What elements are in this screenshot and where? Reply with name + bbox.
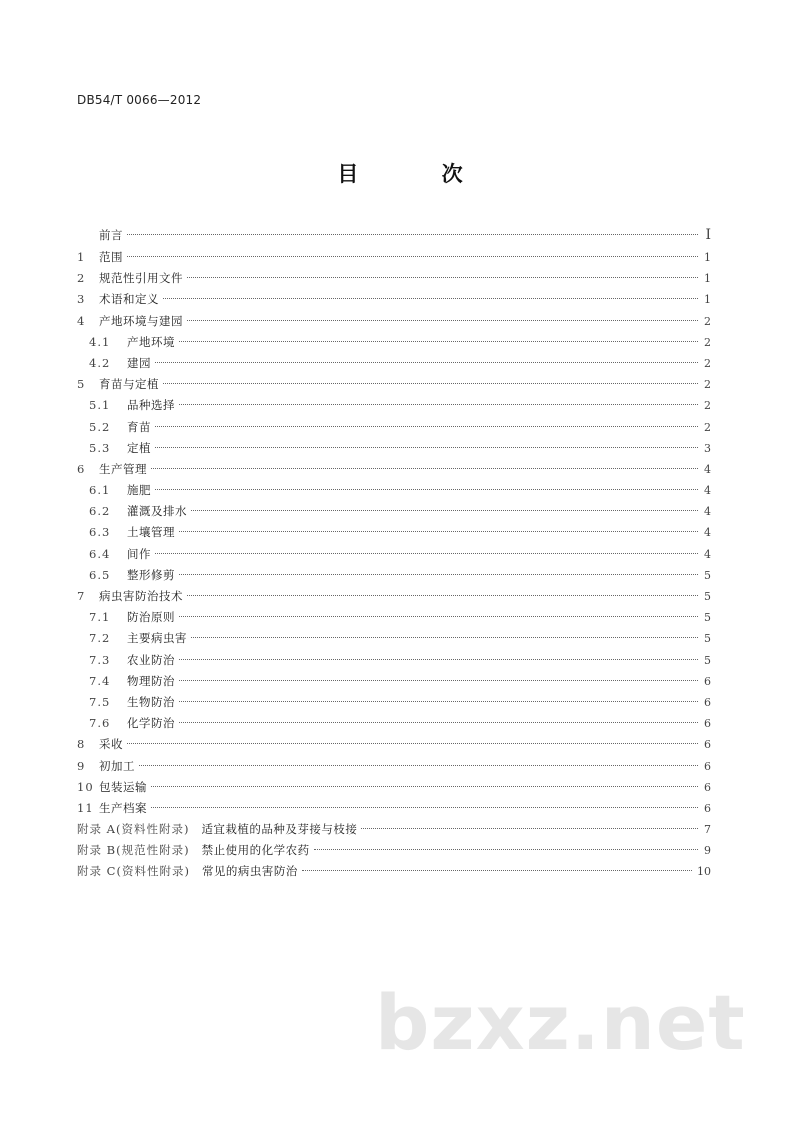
toc-entry-number: 1: [77, 250, 86, 264]
toc-entry-title: 育苗与定植: [99, 377, 159, 392]
toc-entry[interactable]: [77, 671, 711, 692]
toc-entry[interactable]: [77, 289, 711, 310]
standard-code: DB54/T 0066—2012: [77, 93, 202, 107]
toc-entry-page: 4: [704, 462, 711, 476]
dot-leader: [191, 510, 698, 511]
dot-leader: [155, 553, 698, 554]
toc-entry[interactable]: [77, 819, 711, 840]
toc-entry[interactable]: [77, 311, 711, 332]
toc-entry-number: 7.6: [89, 716, 111, 731]
toc-entry[interactable]: [77, 628, 711, 649]
toc-entry-page: 6: [704, 759, 711, 773]
toc-entry-title: 生产档案: [99, 800, 147, 815]
toc-entry-title: 主要病虫害: [127, 631, 187, 646]
toc-entry-number: 附录 B(规范性附录): [77, 843, 190, 858]
toc-entry-number: 7.5: [89, 694, 111, 709]
toc-entry[interactable]: [77, 565, 711, 586]
toc-entry-title: 育苗: [127, 419, 151, 434]
toc-entry[interactable]: [77, 586, 711, 607]
dot-leader: [179, 531, 698, 532]
toc-entry-number: 4: [77, 313, 86, 328]
dot-leader: [163, 298, 698, 299]
toc-entry-page: 5: [704, 590, 711, 603]
toc-entry-title: 范围: [99, 250, 123, 264]
toc-entry-page: 6: [704, 695, 711, 709]
toc-entry-title: 防治原则: [127, 610, 175, 625]
toc-entry-number: 6.3: [89, 525, 111, 540]
toc-entry-page: 5: [704, 653, 711, 667]
dot-leader: [179, 574, 698, 575]
toc-entry-number: 6.4: [89, 546, 111, 561]
dot-leader: [187, 277, 698, 278]
toc-entry-page: 4: [704, 526, 711, 540]
toc-entry-number: 6.2: [89, 504, 111, 519]
toc-entry[interactable]: [77, 756, 711, 777]
toc-entry-title: 规范性引用文件: [99, 271, 183, 286]
dot-leader: [163, 383, 698, 384]
toc-entry[interactable]: [77, 374, 711, 395]
dot-leader: [127, 256, 698, 257]
toc-entry-title: 常见的病虫害防治: [201, 864, 298, 879]
toc-entry-page: 4: [704, 505, 711, 519]
toc-entry-page: 1: [704, 293, 711, 307]
dot-leader: [302, 870, 692, 871]
watermark: bzxz.net: [375, 978, 746, 1067]
toc-entry-page: 2: [704, 378, 711, 392]
dot-leader: [155, 426, 698, 427]
toc-entry-number: 5: [77, 377, 86, 392]
toc-entry[interactable]: [77, 417, 711, 438]
toc-entry-title: 化学防治: [127, 716, 175, 731]
dot-leader: [187, 320, 698, 321]
toc-entry[interactable]: [77, 268, 711, 289]
toc-entry[interactable]: [77, 224, 711, 247]
toc-entry-page: 9: [704, 844, 711, 858]
toc-entry-number: 6.5: [89, 567, 111, 582]
dot-leader: [151, 468, 698, 469]
toc-entry-page: 2: [704, 314, 711, 328]
dot-leader: [139, 765, 698, 766]
toc-entry[interactable]: [77, 861, 711, 882]
dot-leader: [155, 447, 698, 448]
toc-entry-page: 6: [704, 674, 711, 688]
toc-entry[interactable]: [77, 480, 711, 501]
toc-entry[interactable]: [77, 777, 711, 798]
toc-entry-number: 5.1: [89, 398, 111, 413]
toc-entry-title: 施肥: [127, 483, 151, 498]
toc-entry-page: 6: [704, 780, 711, 794]
dot-leader: [187, 595, 698, 596]
dot-leader: [179, 616, 698, 617]
toc-entry[interactable]: [77, 353, 711, 374]
toc-entry-page: 5: [704, 611, 711, 625]
page-title: 目 次: [337, 162, 501, 186]
dot-leader: [179, 404, 698, 405]
dot-leader: [155, 489, 698, 490]
toc-entry-number: 7.4: [89, 673, 111, 688]
toc-entry-title: 禁止使用的化学农药: [201, 843, 310, 858]
toc-entry-page: 3: [704, 441, 711, 455]
dot-leader: [127, 743, 698, 744]
toc-entry[interactable]: [77, 438, 711, 459]
toc-entry[interactable]: [77, 522, 711, 543]
toc-entry-title: 间作: [127, 546, 151, 561]
toc-entry-title: 生物防治: [127, 694, 175, 709]
toc-entry-page: 6: [704, 717, 711, 731]
toc-entry-number: 9: [77, 758, 86, 773]
toc-entry-page: 1: [704, 251, 711, 264]
toc-entry[interactable]: [77, 395, 711, 416]
toc-entry-page: 2: [704, 399, 711, 413]
toc-entry-title: 建园: [127, 355, 151, 370]
toc-entry-number: 7.2: [89, 631, 111, 646]
dot-leader: [191, 637, 698, 638]
toc-entry-title: 产地环境: [127, 334, 175, 349]
toc-entry-page: 4: [704, 484, 711, 498]
toc-entry-title: 术语和定义: [99, 292, 159, 307]
toc-entry[interactable]: [77, 840, 711, 861]
toc-entry-title: 前言: [99, 228, 123, 242]
toc-entry-number: 7: [77, 589, 86, 603]
toc-entry-page: 5: [704, 632, 711, 646]
toc-entry[interactable]: [77, 459, 711, 480]
dot-leader: [179, 701, 698, 702]
toc-entry-page: 2: [704, 420, 711, 434]
dot-leader: [179, 341, 698, 342]
toc-entry-title: 采收: [99, 737, 123, 752]
toc-entry-page: 6: [704, 738, 711, 752]
toc-entry-title: 灌溉及排水: [127, 504, 187, 519]
toc-entry-page: Ⅰ: [705, 227, 711, 243]
toc-entry-title: 适宜栽植的品种及芽接与枝接: [201, 822, 358, 837]
dot-leader: [361, 828, 698, 829]
toc-entry[interactable]: [77, 607, 711, 628]
toc-entry-number: 4.1: [89, 334, 111, 349]
toc-entry-page: 1: [704, 272, 711, 286]
dot-leader: [179, 722, 698, 723]
toc-entry-number: 8: [77, 737, 86, 752]
toc-entry-title: 品种选择: [127, 398, 175, 413]
toc-entry-page: 5: [704, 568, 711, 582]
toc-entry[interactable]: [77, 798, 711, 819]
toc-entry-title: 农业防治: [127, 652, 175, 667]
toc-entry[interactable]: [77, 332, 711, 353]
toc-entry-number: 5.3: [89, 440, 111, 455]
toc-entry-page: 6: [704, 801, 711, 815]
toc-entry-page: 4: [704, 547, 711, 561]
toc-entry[interactable]: [77, 544, 711, 565]
toc-entry-title: 产地环境与建园: [99, 313, 183, 328]
toc-entry-title: 整形修剪: [127, 567, 175, 582]
toc-entry-number: 6: [77, 461, 86, 476]
toc-entry-number: 10: [77, 779, 94, 794]
toc-entry[interactable]: [77, 247, 711, 268]
toc-entry-page: 10: [697, 865, 711, 879]
toc-entry[interactable]: [77, 713, 711, 734]
toc-entry-number: 3: [77, 292, 86, 307]
toc-entry-number: 11: [77, 800, 94, 815]
toc-entry-number: 2: [77, 271, 86, 286]
toc-entry-number: 7.1: [89, 610, 111, 625]
dot-leader: [127, 234, 698, 235]
toc-entry-title: 初加工: [99, 758, 135, 773]
dot-leader: [155, 362, 698, 363]
toc-entry[interactable]: [77, 692, 711, 713]
toc-entry-page: 7: [704, 823, 711, 837]
dot-leader: [179, 659, 698, 660]
toc-entry-title: 定植: [127, 440, 151, 455]
toc-entry-number: 4.2: [89, 355, 111, 370]
dot-leader: [314, 849, 698, 850]
dot-leader: [151, 786, 698, 787]
toc-entry-title: 包装运输: [99, 779, 147, 794]
toc-entry-number: 5.2: [89, 419, 111, 434]
toc-entry-title: 病虫害防治技术: [99, 589, 183, 603]
toc-entry-number: 7.3: [89, 652, 111, 667]
toc-entry[interactable]: [77, 501, 711, 522]
toc-entry[interactable]: [77, 734, 711, 755]
toc-entry-title: 生产管理: [99, 461, 147, 476]
toc-entry[interactable]: [77, 650, 711, 671]
toc-entry-title: 土壤管理: [127, 525, 175, 540]
toc-entry-page: 2: [704, 356, 711, 370]
dot-leader: [179, 680, 698, 681]
dot-leader: [151, 807, 698, 808]
toc-entry-number: 附录 C(资料性附录): [77, 864, 190, 879]
toc-entry-number: 6.1: [89, 483, 111, 498]
toc-entry-title: 物理防治: [127, 673, 175, 688]
toc-entry-number: 附录 A(资料性附录): [77, 822, 190, 837]
table-of-contents: [77, 224, 711, 883]
toc-entry-page: 2: [704, 335, 711, 349]
